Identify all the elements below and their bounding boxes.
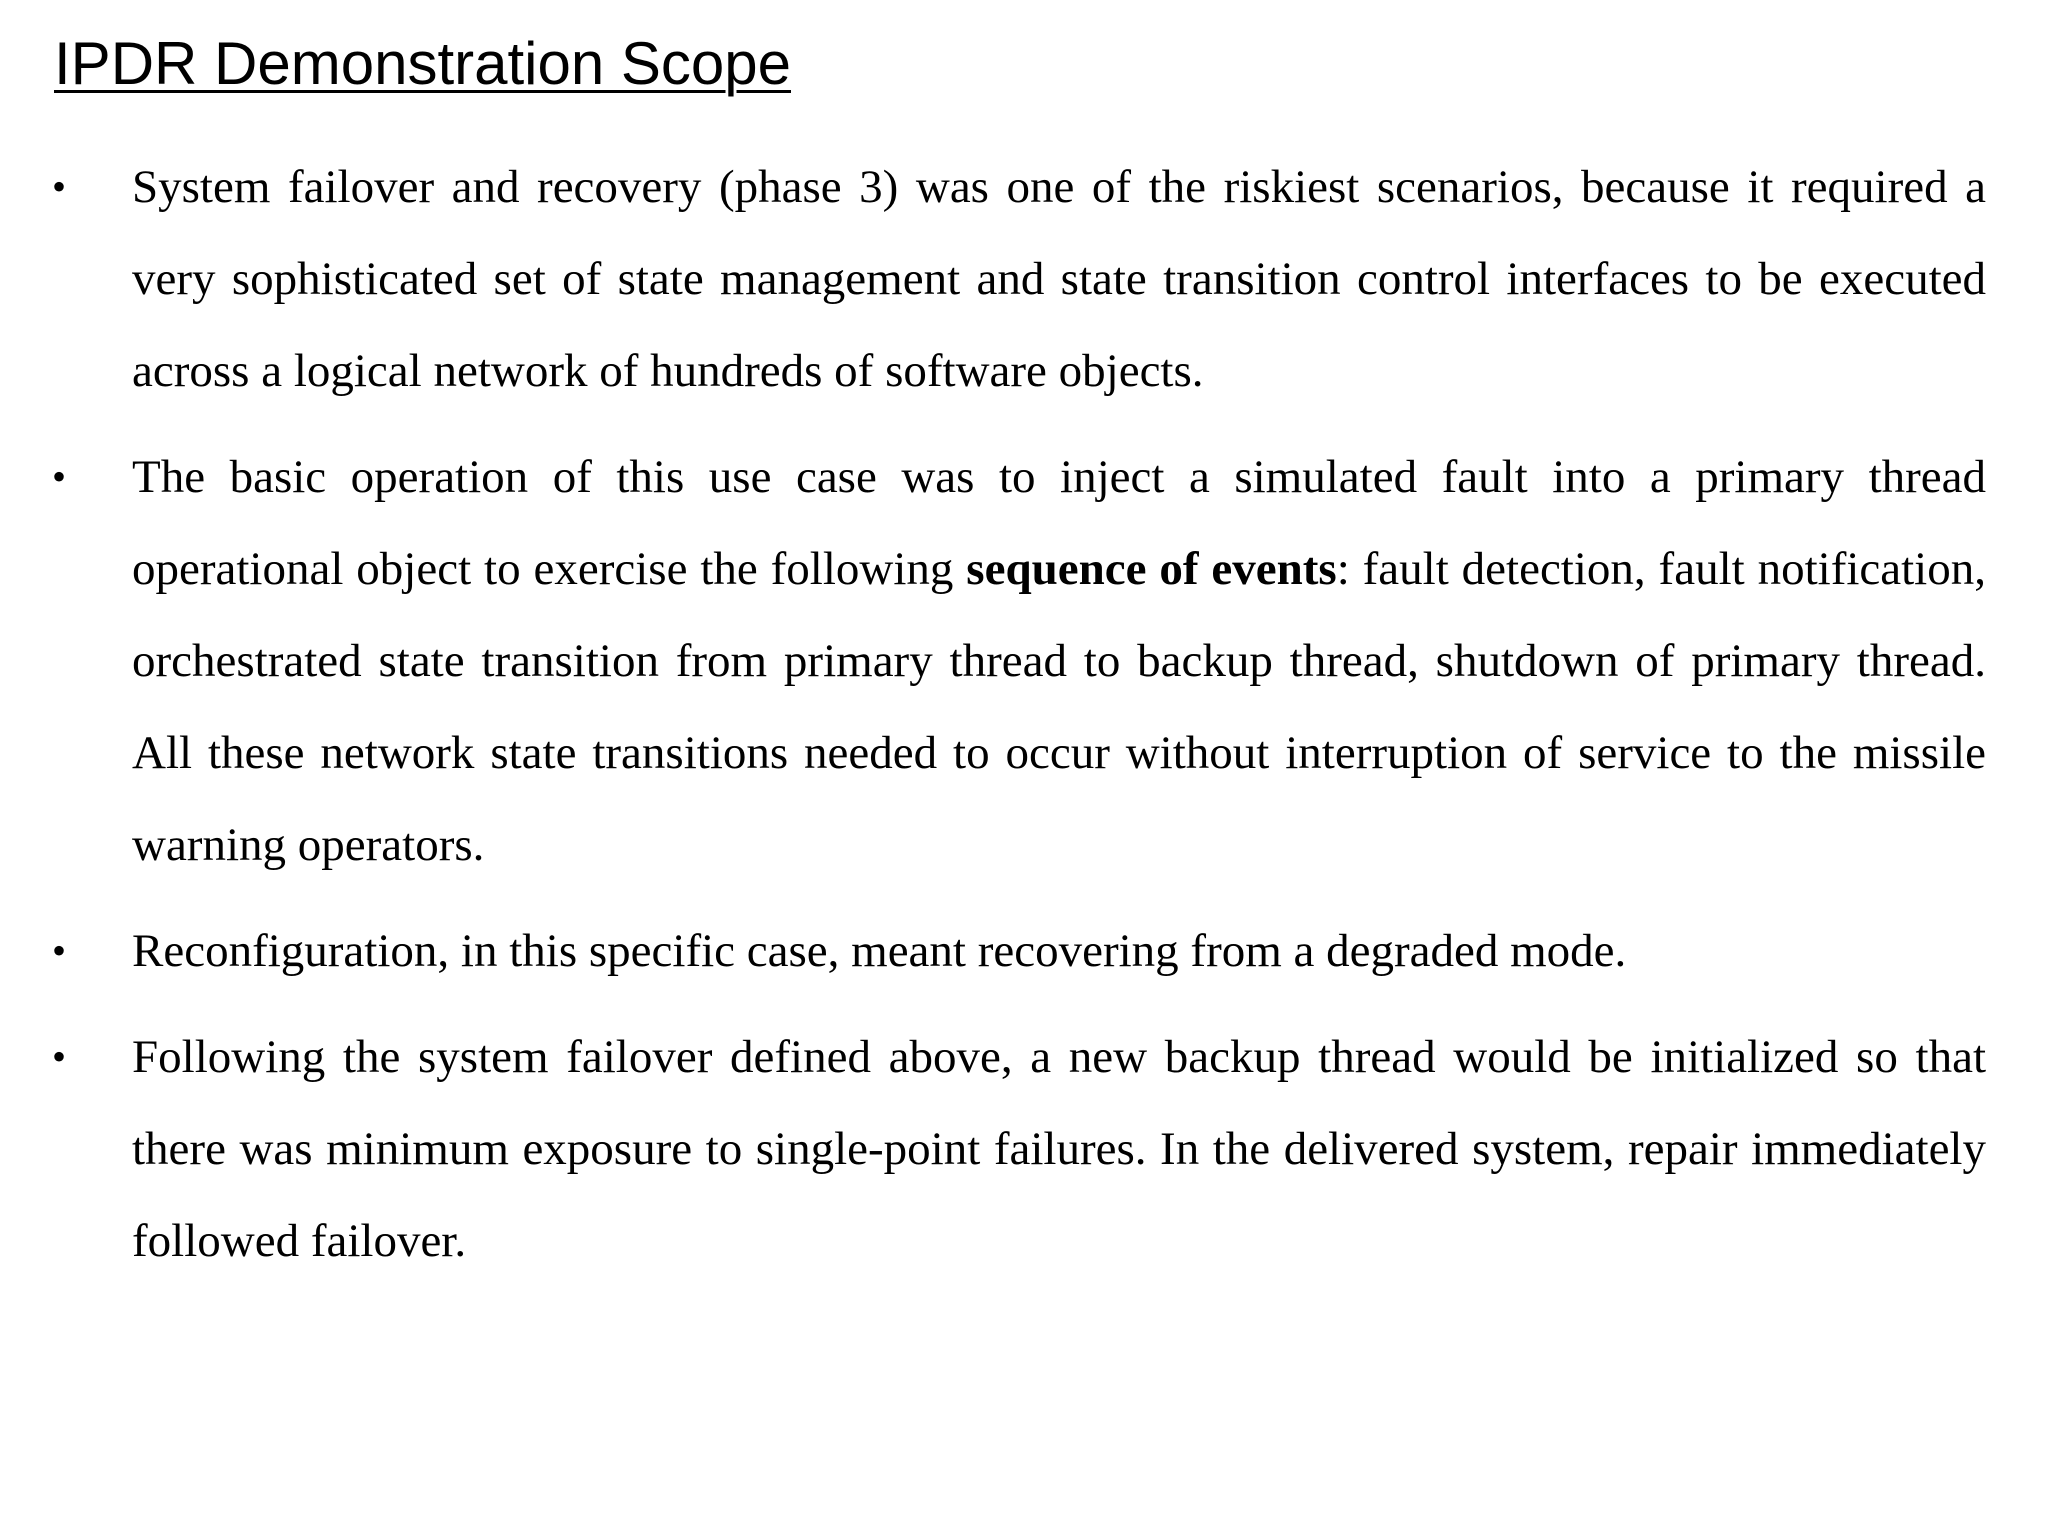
bullet-text-segment: The basic operation of this use case was to inject a simulated fault into a primary thread operational object to exercise the following — [132, 451, 1986, 595]
bullet-list — [0, 141, 2048, 1301]
bullet-item — [0, 431, 2048, 891]
bullet-item — [0, 141, 2048, 417]
bullet-text — [132, 431, 1986, 891]
bullet-text: Reconfiguration, in this specific case, meant recovering from a degraded mode. — [132, 925, 1627, 977]
bullet-text: System failover and recovery (phase 3) was one of the riskiest scenarios, because it required a very sophisticated set of state management and state transition control interfaces to be executed across a logical network of hundreds of software objects. — [132, 161, 1986, 397]
bullet-text-segment: : fault detection, fault notification, orchestrated state transition from primary thread to backup thread, shutdown of primary thread. All these network state transitions needed to occur without interruption of service to the missile warning operators. — [132, 543, 1986, 871]
bullet-marker: • — [52, 454, 67, 499]
bullet-marker: • — [52, 164, 67, 209]
bullet-text: Following the system failover defined above, a new backup thread would be initialized so that there was minimum exposure to single-point failures. In the delivered system, repair immediately followed failover. — [132, 1031, 1986, 1267]
bullet-marker: • — [52, 928, 67, 973]
bullet-item — [0, 1011, 2048, 1287]
bullet-marker: • — [52, 1034, 67, 1079]
slide-title: IPDR Demonstration Scope — [54, 30, 791, 97]
bullet-item — [0, 905, 2048, 997]
bullet-text-bold-segment: sequence of events — [966, 543, 1337, 595]
